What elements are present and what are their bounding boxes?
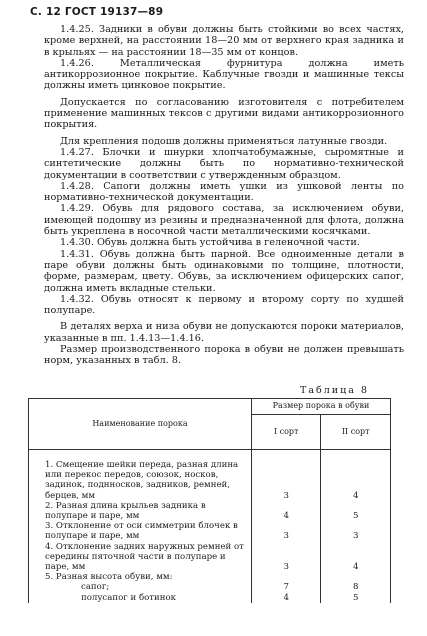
grade-2-value bbox=[321, 572, 391, 582]
defect-name: 4. Отклонение задних наружных ремней от середины пяточной части в полупаре и паре, мм bbox=[45, 541, 244, 573]
grade-2-value: 3 bbox=[321, 521, 391, 541]
grade-2-value: 5 bbox=[321, 501, 391, 521]
table-row bbox=[29, 542, 391, 573]
table-row bbox=[29, 593, 391, 603]
paragraph-1-4-30: 1.4.30. Обувь должна быть устойчива в геленочной части. bbox=[60, 237, 360, 249]
grade-2-value: 8 bbox=[321, 582, 391, 592]
grade-1-value: 3 bbox=[251, 450, 321, 501]
paragraph-defects-not-allowed: В деталях верха и низа обуви не допускаются пороки материалов, указанные в пп. 1.4.13—1.4.16. bbox=[44, 321, 404, 344]
defect-name: 5. Разная высота обуви, мм: bbox=[45, 572, 173, 583]
table-row bbox=[29, 521, 391, 541]
column-header-defect-name: Наименование порока bbox=[29, 399, 252, 450]
grade-1-value: 3 bbox=[251, 542, 321, 573]
grade-1-value: 7 bbox=[251, 582, 321, 592]
grade-2-value: 5 bbox=[321, 593, 391, 603]
paragraph-1-4-29: 1.4.29. Обувь для рядового состава, за исключением обуви, имеющей подошву из резины и предназначенной для флота, должна быть укреплена в носочной части металлическими косячками. bbox=[44, 203, 404, 238]
grade-2-value: 4 bbox=[321, 542, 391, 573]
table-row bbox=[29, 582, 391, 592]
defect-name: полусапог и ботинок bbox=[81, 592, 177, 603]
column-header-defect-size: Размер порока в обуви bbox=[251, 399, 390, 415]
grade-1-value: 4 bbox=[251, 501, 321, 521]
document-body bbox=[44, 24, 404, 367]
paragraph-1-4-31: 1.4.31. Обувь должна быть парной. Все одноименные детали в паре обуви должны быть одинаковыми по толщине, плотности, форме, размерам, цвету. Обувь, за исключением офицерских сапог, должна иметь вкладные стельки. bbox=[44, 248, 404, 294]
paragraph-1-4-25: 1.4.25. Задники в обуви должны быть стойкими во всех частях, кроме верхней, на расстоянии 18—20 мм от верхнего края задника и в крыльях — на расстоянии 18—35 мм от концов. bbox=[44, 24, 404, 58]
table-title: Таблица 8 bbox=[300, 385, 369, 396]
table-row bbox=[29, 450, 391, 501]
paragraph-defect-size: Размер производственного порока в обуви не должен превышать норм, указанных в табл. 8. bbox=[44, 344, 404, 367]
grade-1-value bbox=[251, 572, 321, 582]
defect-name: 1. Смещение шейки переда, разная длина или перекос передов, союзок, носков, задинок, поднносков, задников, ремней, берцев, мм bbox=[45, 460, 239, 501]
page-header: С. 12 ГОСТ 19137—89 bbox=[30, 6, 164, 18]
defect-name: 3. Отклонение от оси симметрии блочек в полупаре и паре, мм bbox=[45, 521, 238, 542]
defect-name: 2. Разная длина крыльев задника в полупаре и паре, мм bbox=[45, 500, 206, 522]
defects-table bbox=[28, 398, 391, 603]
grade-1-value: 3 bbox=[251, 521, 321, 541]
defect-name: сапог; bbox=[81, 582, 110, 593]
grade-2-value: 4 bbox=[321, 450, 391, 501]
paragraph-1-4-26: 1.4.26. Металлическая фурнитура должна иметь антикоррозионное покрытие. Каблучные гвозди и машинные тексы должны иметь цинковое покрытие. bbox=[44, 57, 404, 92]
table-row bbox=[29, 572, 391, 582]
paragraph-1-4-28: 1.4.28. Сапоги должны иметь ушки из ушковой ленты по нормативно-технической документации. bbox=[44, 180, 404, 204]
paragraph-1-4-27: 1.4.27. Блочки и шнурки хлопчатобумажные, сыромятные и синтетические должны быть по нормативно-технической документации в соответствии с утвержденным образцом. bbox=[44, 146, 404, 181]
grade-1-value: 4 bbox=[251, 593, 321, 603]
table-row bbox=[29, 501, 391, 521]
paragraph-allowance: Допускается по согласованию изготовителя с потребителем применение машинных тексов с другими видами антикоррозионного покрытия. bbox=[44, 96, 404, 131]
paragraph-1-4-32: 1.4.32. Обувь относят к первому и второму сорту по худшей полупаре. bbox=[44, 293, 404, 317]
paragraph-brass-nails: Для крепления подошв должны применяться латунные гвозди. bbox=[60, 135, 388, 147]
column-header-grade-2: II сорт bbox=[321, 414, 391, 449]
column-header-grade-1: I сорт bbox=[251, 414, 321, 449]
